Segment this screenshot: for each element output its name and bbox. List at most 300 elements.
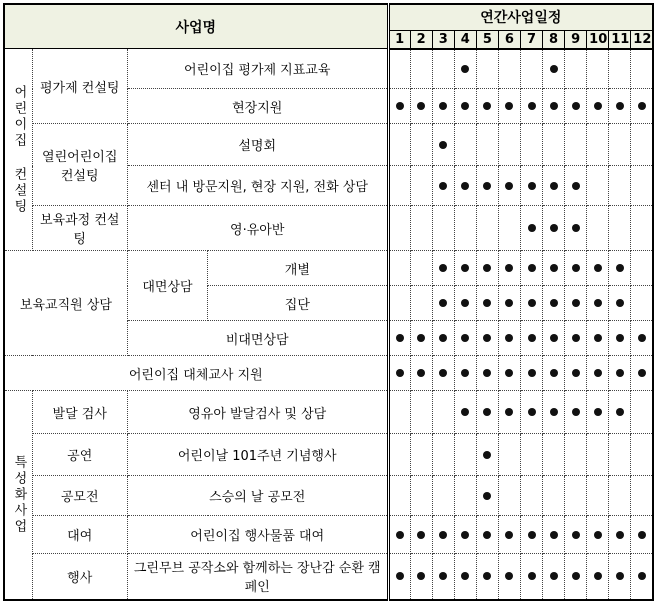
schedule-dot — [483, 264, 491, 272]
month-cell — [631, 356, 653, 391]
month-cell — [410, 206, 432, 251]
table-row — [4, 356, 653, 391]
month-cell — [609, 49, 631, 89]
month-cell — [520, 49, 542, 89]
schedule-dot — [439, 334, 447, 342]
month-cell — [631, 89, 653, 124]
schedule-dot — [572, 572, 580, 580]
month-cell — [410, 286, 432, 321]
schedule-dot — [461, 65, 469, 73]
month-header: 1 — [388, 30, 410, 49]
month-cell — [631, 251, 653, 286]
month-cell — [587, 286, 609, 321]
month-cell — [587, 391, 609, 434]
schedule-dot — [461, 182, 469, 190]
month-cell — [410, 321, 432, 356]
month-cell — [476, 206, 498, 251]
subcategory-cell-performance: 공연 — [32, 434, 127, 476]
schedule-dot — [417, 572, 425, 580]
schedule-dot — [483, 299, 491, 307]
month-header: 7 — [520, 30, 542, 49]
schedule-dot — [616, 334, 624, 342]
month-cell — [498, 391, 520, 434]
schedule-dot — [572, 182, 580, 190]
schedule-dot — [439, 531, 447, 539]
month-cell — [520, 286, 542, 321]
schedule-dot — [572, 299, 580, 307]
month-cell — [454, 286, 476, 321]
table-row — [4, 516, 653, 554]
month-cell — [388, 166, 410, 206]
subcategory-cell-development-test: 발달 검사 — [32, 391, 127, 434]
schedule-dot — [616, 408, 624, 416]
category-cell-childcare-consulting — [4, 49, 32, 251]
month-cell — [498, 434, 520, 476]
month-cell — [631, 124, 653, 166]
schedule-dot — [461, 264, 469, 272]
month-cell — [432, 391, 454, 434]
month-cell — [565, 321, 587, 356]
month-cell — [587, 356, 609, 391]
schedule-dot — [528, 182, 536, 190]
month-cell — [454, 321, 476, 356]
table-row — [4, 206, 653, 251]
month-cell — [565, 251, 587, 286]
schedule-dot — [616, 102, 624, 110]
month-cell — [476, 286, 498, 321]
month-cell — [388, 434, 410, 476]
program-cell: 어린이집 대체교사 지원 — [4, 356, 388, 391]
month-cell — [388, 356, 410, 391]
schedule-dot — [550, 408, 558, 416]
schedule-dot — [550, 531, 558, 539]
month-cell — [587, 166, 609, 206]
month-cell — [498, 251, 520, 286]
month-cell — [476, 124, 498, 166]
month-cell — [454, 89, 476, 124]
schedule-dot — [616, 369, 624, 377]
month-cell — [432, 321, 454, 356]
table-header — [4, 4, 653, 49]
schedule-dot — [417, 531, 425, 539]
month-cell — [476, 89, 498, 124]
month-cell — [388, 321, 410, 356]
month-cell — [454, 124, 476, 166]
month-cell — [520, 476, 542, 516]
schedule-dot — [572, 531, 580, 539]
month-cell — [609, 434, 631, 476]
month-cell — [476, 49, 498, 89]
month-cell — [565, 391, 587, 434]
month-cell — [432, 286, 454, 321]
month-header: 4 — [454, 30, 476, 49]
schedule-dot — [550, 264, 558, 272]
month-cell — [609, 554, 631, 600]
schedule-dot — [528, 334, 536, 342]
month-cell — [388, 206, 410, 251]
month-cell — [543, 124, 565, 166]
month-cell — [454, 166, 476, 206]
month-cell — [454, 391, 476, 434]
subcategory-cell-contest: 공모전 — [32, 476, 127, 516]
schedule-dot — [439, 369, 447, 377]
month-cell — [520, 251, 542, 286]
annual-schedule-header: 연간사업일정 — [388, 4, 653, 30]
month-cell — [498, 124, 520, 166]
schedule-dot — [550, 65, 558, 73]
month-cell — [432, 251, 454, 286]
schedule-dot — [483, 531, 491, 539]
month-cell — [631, 476, 653, 516]
schedule-dot — [616, 299, 624, 307]
month-cell — [476, 391, 498, 434]
month-cell — [543, 286, 565, 321]
month-cell — [520, 434, 542, 476]
schedule-dot — [528, 224, 536, 232]
schedule-dot — [417, 334, 425, 342]
schedule-dot — [594, 299, 602, 307]
subcategory-cell-open-childcare-consulting: 열린어린이집 컨설팅 — [32, 124, 127, 206]
schedule-dot — [439, 264, 447, 272]
month-cell — [565, 206, 587, 251]
month-cell — [587, 89, 609, 124]
month-header: 8 — [543, 30, 565, 49]
program-cell: 스승의 날 공모전 — [127, 476, 388, 516]
month-cell — [498, 166, 520, 206]
month-cell — [388, 391, 410, 434]
month-cell — [476, 516, 498, 554]
month-cell — [587, 206, 609, 251]
month-cell — [454, 516, 476, 554]
schedule-dot — [439, 102, 447, 110]
schedule-dot — [461, 334, 469, 342]
schedule-dot — [638, 531, 646, 539]
month-cell — [609, 516, 631, 554]
schedule-dot — [550, 299, 558, 307]
month-cell — [432, 434, 454, 476]
month-cell — [587, 321, 609, 356]
subcategory-cell-rental: 대여 — [32, 516, 127, 554]
month-cell — [631, 516, 653, 554]
month-cell — [410, 124, 432, 166]
schedule-dot — [638, 572, 646, 580]
month-cell — [609, 391, 631, 434]
month-cell — [631, 206, 653, 251]
month-cell — [476, 166, 498, 206]
month-cell — [631, 391, 653, 434]
schedule-dot — [550, 102, 558, 110]
month-cell — [498, 89, 520, 124]
month-cell — [410, 554, 432, 600]
month-header: 3 — [432, 30, 454, 49]
schedule-dot — [505, 531, 513, 539]
schedule-dot — [616, 572, 624, 580]
month-cell — [432, 476, 454, 516]
table-row — [4, 434, 653, 476]
schedule-dot — [616, 264, 624, 272]
schedule-dot — [550, 182, 558, 190]
schedule-dot — [417, 369, 425, 377]
schedule-dot — [505, 408, 513, 416]
program-cell: 설명회 — [127, 124, 388, 166]
table-row — [4, 124, 653, 166]
table-row — [4, 476, 653, 516]
month-cell — [498, 356, 520, 391]
month-cell — [609, 476, 631, 516]
month-cell — [410, 434, 432, 476]
schedule-dot — [594, 408, 602, 416]
month-cell — [520, 124, 542, 166]
schedule-dot — [572, 334, 580, 342]
program-cell: 현장지원 — [127, 89, 388, 124]
schedule-dot — [594, 572, 602, 580]
schedule-dot — [550, 572, 558, 580]
annual-schedule-table — [3, 3, 654, 601]
month-cell — [543, 251, 565, 286]
category-cell-teacher-counseling: 보육교직원 상담 — [4, 251, 127, 356]
month-cell — [520, 89, 542, 124]
month-cell — [520, 554, 542, 600]
schedule-dot — [483, 334, 491, 342]
month-cell — [520, 516, 542, 554]
month-cell — [388, 516, 410, 554]
month-cell — [587, 251, 609, 286]
month-cell — [609, 166, 631, 206]
category-label: 특성화사업 — [11, 454, 27, 535]
program-cell: 어린이날 101주년 기념행사 — [127, 434, 388, 476]
schedule-dot — [616, 531, 624, 539]
header-row-top — [4, 4, 653, 30]
month-cell — [543, 391, 565, 434]
month-cell — [432, 89, 454, 124]
program-cell: 그린무브 공작소와 함께하는 장난감 순환 캠페인 — [127, 554, 388, 600]
schedule-dot — [461, 572, 469, 580]
month-header: 10 — [587, 30, 609, 49]
subcategory-cell-evaluation-consulting: 평가제 컨설팅 — [32, 49, 127, 124]
month-cell — [454, 554, 476, 600]
month-cell — [609, 286, 631, 321]
month-header: 6 — [498, 30, 520, 49]
schedule-dot — [461, 102, 469, 110]
month-cell — [498, 554, 520, 600]
schedule-dot — [483, 408, 491, 416]
schedule-dot — [483, 451, 491, 459]
schedule-dot — [572, 408, 580, 416]
month-header: 2 — [410, 30, 432, 49]
month-cell — [454, 476, 476, 516]
schedule-dot — [483, 572, 491, 580]
subcategory-cell-curriculum-consulting: 보육과정 컨설팅 — [32, 206, 127, 251]
schedule-dot — [396, 102, 404, 110]
business-name-header: 사업명 — [4, 4, 388, 49]
month-cell — [388, 554, 410, 600]
schedule-dot — [594, 102, 602, 110]
schedule-dot — [572, 224, 580, 232]
month-cell — [432, 516, 454, 554]
month-cell — [543, 321, 565, 356]
month-cell — [454, 356, 476, 391]
schedule-dot — [483, 492, 491, 500]
month-cell — [520, 356, 542, 391]
month-cell — [543, 49, 565, 89]
schedule-dot — [572, 264, 580, 272]
month-cell — [476, 321, 498, 356]
month-cell — [543, 206, 565, 251]
table-row — [4, 554, 653, 600]
schedule-dot — [439, 299, 447, 307]
schedule-dot — [505, 182, 513, 190]
month-cell — [388, 49, 410, 89]
month-cell — [454, 206, 476, 251]
month-cell — [587, 124, 609, 166]
month-cell — [565, 516, 587, 554]
program-cell: 영유아 발달검사 및 상담 — [127, 391, 388, 434]
month-cell — [565, 49, 587, 89]
month-cell — [609, 89, 631, 124]
schedule-dot — [396, 572, 404, 580]
month-cell — [543, 356, 565, 391]
month-cell — [543, 476, 565, 516]
month-cell — [565, 554, 587, 600]
schedule-dot — [505, 572, 513, 580]
month-cell — [587, 476, 609, 516]
month-cell — [543, 434, 565, 476]
month-cell — [476, 356, 498, 391]
table-row — [4, 49, 653, 89]
month-cell — [498, 516, 520, 554]
month-cell — [520, 206, 542, 251]
month-cell — [587, 434, 609, 476]
schedule-dot — [572, 102, 580, 110]
month-cell — [432, 356, 454, 391]
month-header: 5 — [476, 30, 498, 49]
category-label: 어린이집 컨설팅 — [11, 84, 27, 215]
schedule-dot — [528, 408, 536, 416]
program-cell: 영·유아반 — [127, 206, 388, 251]
month-cell — [565, 89, 587, 124]
month-cell — [520, 321, 542, 356]
schedule-dot — [396, 531, 404, 539]
month-cell — [498, 206, 520, 251]
month-cell — [410, 166, 432, 206]
month-cell — [432, 166, 454, 206]
month-cell — [388, 89, 410, 124]
month-cell — [454, 251, 476, 286]
subcategory-cell-face-to-face: 대면상담 — [127, 251, 207, 321]
schedule-dot — [461, 408, 469, 416]
month-cell — [631, 321, 653, 356]
schedule-dot — [505, 369, 513, 377]
schedule-dot — [638, 334, 646, 342]
month-cell — [498, 286, 520, 321]
schedule-dot — [528, 531, 536, 539]
month-cell — [609, 206, 631, 251]
table-row — [4, 391, 653, 434]
month-cell — [498, 476, 520, 516]
program-cell: 어린이집 평가제 지표교육 — [127, 49, 388, 89]
schedule-dot — [439, 141, 447, 149]
month-cell — [454, 49, 476, 89]
month-cell — [609, 251, 631, 286]
schedule-dot — [638, 369, 646, 377]
schedule-dot — [638, 102, 646, 110]
month-cell — [543, 89, 565, 124]
schedule-dot — [439, 182, 447, 190]
schedule-dot — [461, 299, 469, 307]
month-cell — [410, 356, 432, 391]
month-cell — [410, 89, 432, 124]
schedule-dot — [528, 102, 536, 110]
month-cell — [432, 206, 454, 251]
month-cell — [476, 434, 498, 476]
program-cell: 비대면상담 — [127, 321, 388, 356]
schedule-dot — [594, 531, 602, 539]
month-cell — [543, 166, 565, 206]
table-row — [4, 251, 653, 286]
schedule-dot — [528, 299, 536, 307]
schedule-dot — [483, 182, 491, 190]
month-header: 11 — [609, 30, 631, 49]
schedule-dot — [550, 369, 558, 377]
month-cell — [609, 321, 631, 356]
schedule-dot — [461, 369, 469, 377]
month-cell — [565, 124, 587, 166]
schedule-dot — [505, 264, 513, 272]
month-cell — [388, 286, 410, 321]
month-cell — [609, 356, 631, 391]
month-cell — [631, 286, 653, 321]
program-cell: 집단 — [208, 286, 389, 321]
month-cell — [565, 356, 587, 391]
schedule-dot — [396, 369, 404, 377]
schedule-dot — [594, 334, 602, 342]
month-cell — [543, 516, 565, 554]
schedule-dot — [483, 369, 491, 377]
month-cell — [432, 49, 454, 89]
program-cell: 센터 내 방문지원, 현장 지원, 전화 상담 — [127, 166, 388, 206]
schedule-dot — [550, 334, 558, 342]
month-cell — [565, 476, 587, 516]
schedule-dot — [528, 369, 536, 377]
month-cell — [631, 554, 653, 600]
schedule-dot — [417, 102, 425, 110]
schedule-dot — [505, 299, 513, 307]
month-cell — [388, 476, 410, 516]
schedule-dot — [439, 572, 447, 580]
schedule-dot — [594, 369, 602, 377]
month-cell — [476, 251, 498, 286]
month-header: 12 — [631, 30, 653, 49]
month-cell — [609, 124, 631, 166]
schedule-dot — [505, 334, 513, 342]
category-cell-special-programs — [4, 391, 32, 600]
month-cell — [410, 251, 432, 286]
schedule-dot — [528, 572, 536, 580]
schedule-dot — [483, 102, 491, 110]
program-cell: 어린이집 행사물품 대여 — [127, 516, 388, 554]
table-body — [4, 49, 653, 600]
month-cell — [543, 554, 565, 600]
month-cell — [565, 286, 587, 321]
schedule-dot — [396, 334, 404, 342]
month-cell — [432, 554, 454, 600]
month-cell — [498, 321, 520, 356]
month-cell — [410, 391, 432, 434]
month-cell — [410, 476, 432, 516]
schedule-dot — [528, 264, 536, 272]
month-cell — [476, 554, 498, 600]
schedule-dot — [572, 369, 580, 377]
